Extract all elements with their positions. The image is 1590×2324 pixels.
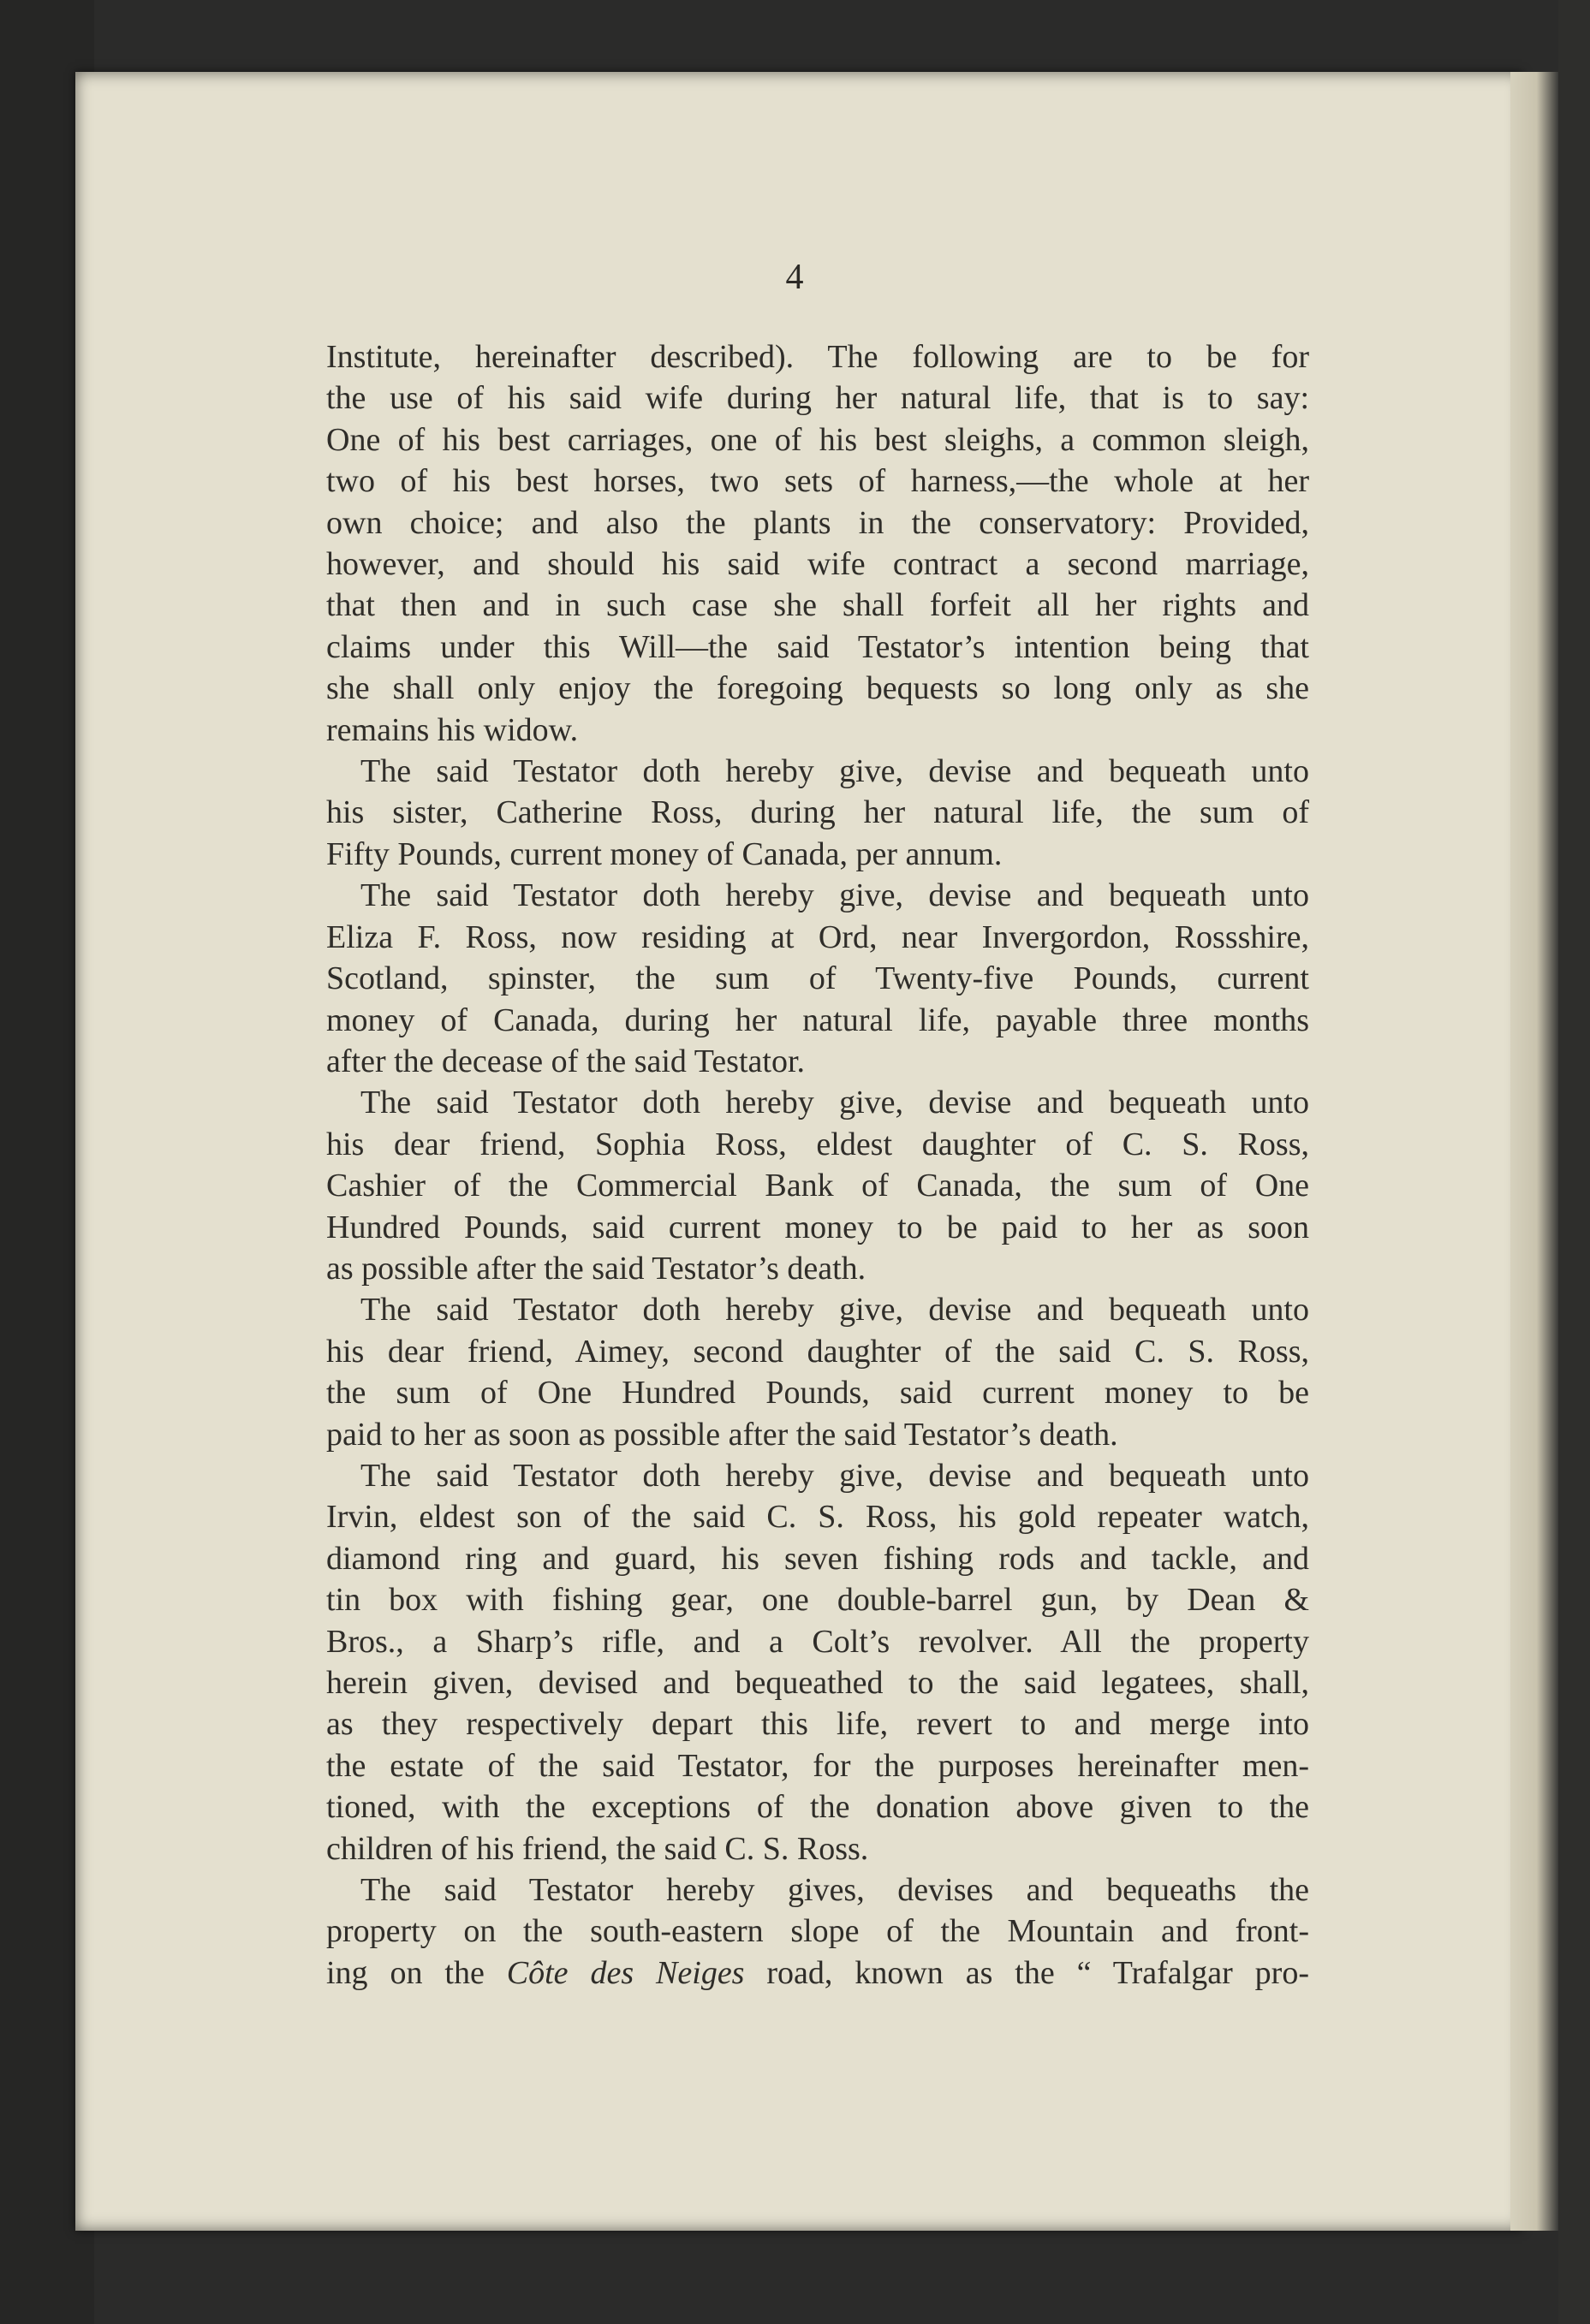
text-line: the estate of the said Testator, for the purposes hereinafter men- xyxy=(326,1747,1309,1784)
text-line: diamond ring and guard, his seven fishing rods and tackle, and xyxy=(326,1540,1309,1577)
text-line: two of his best horses, two sets of harness,—the whole at her xyxy=(326,463,1309,500)
text-line: his sister, Catherine Ross, during her natural life, the sum of xyxy=(326,794,1309,831)
body-text xyxy=(326,336,1309,1994)
text-line: The said Testator hereby gives, devises and bequeaths the xyxy=(360,1872,1309,1909)
paragraph xyxy=(326,1082,1309,1289)
text-line: Cashier of the Commercial Bank of Canada, the sum of One xyxy=(326,1168,1309,1204)
text-line: tin box with fishing gear, one double-barrel gun, by Dean & xyxy=(326,1582,1309,1619)
text-line: Fifty Pounds, current money of Canada, per annum. xyxy=(326,835,1003,872)
text-line: children of his friend, the said C. S. Ross. xyxy=(326,1830,869,1867)
text-line: The said Testator doth hereby give, devise and bequeath unto xyxy=(360,1085,1309,1121)
italic-place-name: Côte des Neiges xyxy=(506,1954,745,1991)
text-line: Hundred Pounds, said current money to be paid to her as soon xyxy=(326,1209,1309,1245)
paragraph xyxy=(326,1455,1309,1869)
text-line: paid to her as soon as possible after the said Testator’s death. xyxy=(326,1416,1118,1453)
text-line: as possible after the said Testator’s death. xyxy=(326,1250,866,1287)
paragraph xyxy=(326,875,1309,1082)
text-line: his dear friend, Sophia Ross, eldest daughter of C. S. Ross, xyxy=(326,1126,1309,1162)
page-number: 4 xyxy=(785,258,805,297)
text-line: One of his best carriages, one of his best sleighs, a common sleigh, xyxy=(326,421,1309,458)
paragraph xyxy=(326,1869,1309,1994)
text-line: tioned, with the exceptions of the donation above given to the xyxy=(326,1789,1309,1826)
text-line: remains his widow. xyxy=(326,711,579,748)
text-line: The said Testator doth hereby give, devise and bequeath unto xyxy=(360,1292,1309,1328)
text-line: The said Testator doth hereby give, devise and bequeath unto xyxy=(360,877,1309,914)
text-line: his dear friend, Aimey, second daughter of the said C. S. Ross, xyxy=(326,1333,1309,1370)
text-line: the use of his said wife during her natural life, that is to say: xyxy=(326,380,1309,417)
text-line: Irvin, eldest son of the said C. S. Ross, his gold repeater watch, xyxy=(326,1499,1309,1536)
paragraph xyxy=(326,1289,1309,1455)
paragraph xyxy=(326,751,1309,875)
text-line: herein given, devised and bequeathed to the said legatees, shall, xyxy=(326,1665,1309,1701)
text-fragment: ing on the xyxy=(326,1954,507,1991)
text-line: as they respectively depart this life, revert to and merge into xyxy=(326,1706,1309,1743)
text-line: after the decease of the said Testator. xyxy=(326,1043,805,1079)
text-line: The said Testator doth hereby give, devise and bequeath unto xyxy=(360,753,1309,790)
text-line xyxy=(326,1953,1309,1994)
text-line: the sum of One Hundred Pounds, said current money to be xyxy=(326,1375,1309,1412)
text-line: Bros., a Sharp’s rifle, and a Colt’s revolver. All the property xyxy=(326,1623,1309,1660)
text-line: Institute, hereinafter described). The following are to be for xyxy=(326,339,1309,375)
text-line: she shall only enjoy the foregoing bequests so long only as she xyxy=(326,670,1309,707)
page-edge xyxy=(1510,72,1558,2231)
text-line: however, and should his said wife contract a second marriage, xyxy=(326,546,1309,583)
text-fragment: road, known as the “ Trafalgar pro- xyxy=(744,1954,1309,1991)
text-line: Scotland, spinster, the sum of Twenty-five Pounds, current xyxy=(326,960,1309,997)
text-line: property on the south-eastern slope of the Mountain and front- xyxy=(326,1913,1309,1950)
text-line: The said Testator doth hereby give, devise and bequeath unto xyxy=(360,1457,1309,1494)
scan-background-right xyxy=(1558,0,1590,2324)
paragraph xyxy=(326,336,1309,751)
text-line: money of Canada, during her natural life, payable three months xyxy=(326,1002,1309,1038)
text-line: that then and in such case she shall forfeit all her rights and xyxy=(326,587,1309,624)
text-line: own choice; and also the plants in the conservatory: Provided, xyxy=(326,504,1309,541)
text-line: Eliza F. Ross, now residing at Ord, near Invergordon, Rossshire, xyxy=(326,918,1309,955)
text-line: claims under this Will—the said Testator’s intention being that xyxy=(326,628,1309,665)
